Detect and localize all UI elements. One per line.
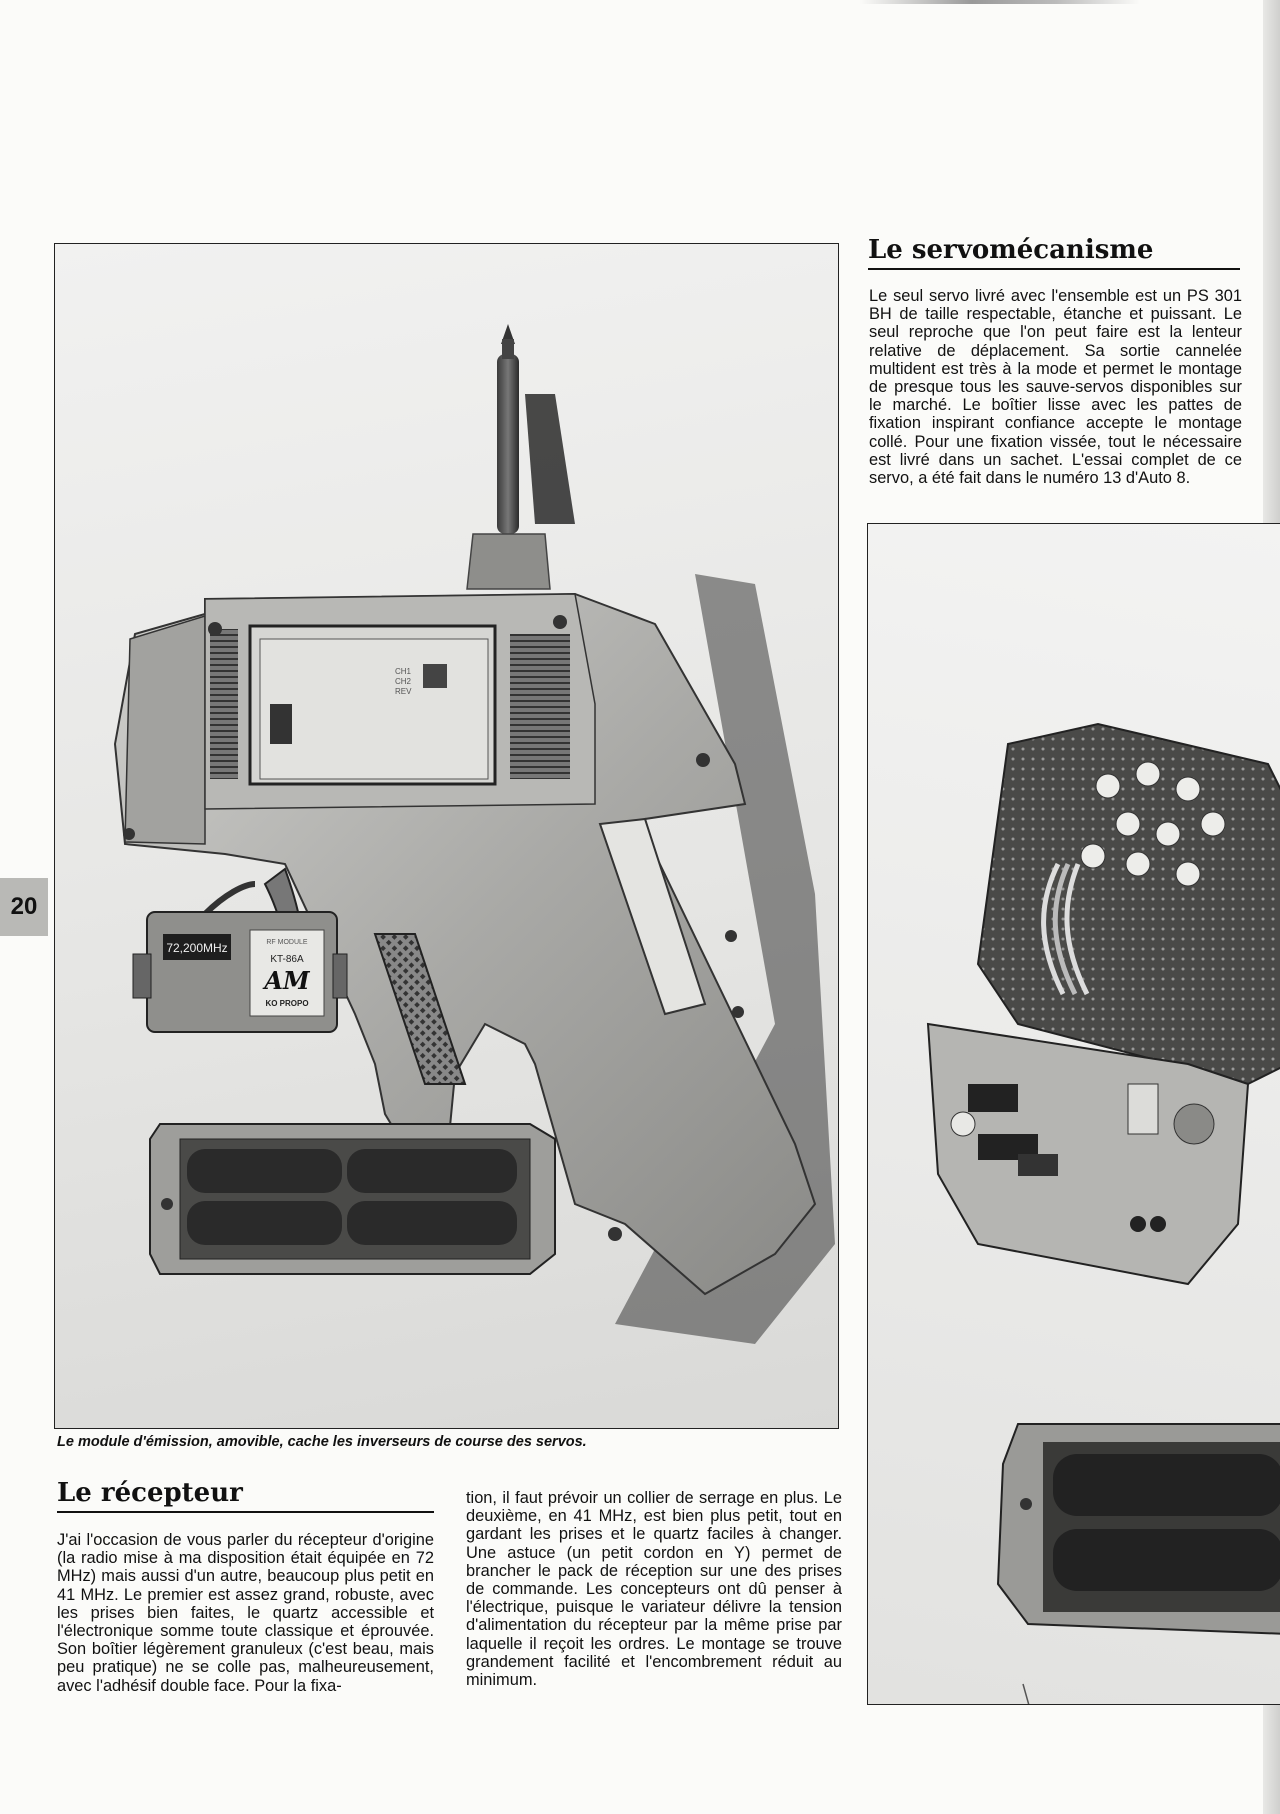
servo-body-text: Le seul servo livré avec l'ensemble est un PS 301 BH de taille respectable, étanche et puissant. Le seul reproche que l'on peut faire est la lenteur relative de déplacement. Sa sortie cannelée multident est très à la mode et permet le montage de presque tous les sauve-servos disponibles sur le marché. Le boîtier lisse avec les pattes de fixation inspirant confiance accepte le montage collé. Pour une fixation vissée, tout le nécessaire est livré dans un sachet. L'essai complet de ce servo, a été fait dans le numéro 13 d'Auto 8.	[869, 287, 1242, 488]
transmitter-photo	[54, 243, 839, 1429]
section-heading-servo: Le servomécanisme	[868, 236, 1240, 270]
svg-text:KO PROPO: KO PROPO	[265, 999, 309, 1008]
scan-artifact-top	[860, 0, 1140, 4]
svg-text:CH1: CH1	[395, 667, 412, 676]
battery-tray	[150, 1124, 555, 1274]
svg-text:KT-86A: KT-86A	[270, 954, 304, 965]
antenna	[497, 354, 519, 534]
receiver-photo	[867, 523, 1280, 1705]
recepteur-body-col2: tion, il faut prévoir un collier de serrage en plus. Le deuxième, en 41 MHz, est bien plus petit, tout en gardant les prises et le quartz faciles à changer. Une astuce (un petit cordon en Y) permet de brancher le pack de réception sur une des prises de commande. Les concepteurs ont dû penser à l'électrique, puisque le variateur délivre la tension d'alimentation du récepteur par la même prise par laquelle il reçoit les ordres. Le montage se trouve grandement facilité et l'encombrement réduit au minimum.	[466, 1489, 842, 1690]
page-number: 20	[10, 893, 38, 920]
svg-text:RF MODULE: RF MODULE	[266, 939, 308, 946]
recepteur-body-col1: J'ai l'occasion de vous parler du récepteur d'origine (la radio mise à ma disposition était équipée en 72 MHz) mais aussi d'un autre, beaucoup plus petit en 41 MHz. Le premier est assez grand, robuste, avec les prises bien faites, le quartz accessible et l'électronique somme toute classique et éprouvée. Son boîtier légèrement granuleux (c'est beau, mais peu pratique) ne se colle pas, malheureusement, avec l'adhésif double face. Pour la fixa-	[57, 1531, 434, 1695]
svg-text:CH2: CH2	[395, 677, 412, 686]
page-number-tab	[0, 878, 48, 936]
figure-caption: Le module d'émission, amovible, cache les inverseurs de course des servos.	[57, 1434, 587, 1450]
svg-text:72,200MHz: 72,200MHz	[166, 941, 228, 955]
svg-text:AM: AM	[264, 966, 310, 995]
section-heading-recepteur: Le récepteur	[57, 1479, 434, 1513]
svg-text:REV: REV	[395, 687, 412, 696]
rf-module	[133, 912, 347, 1032]
